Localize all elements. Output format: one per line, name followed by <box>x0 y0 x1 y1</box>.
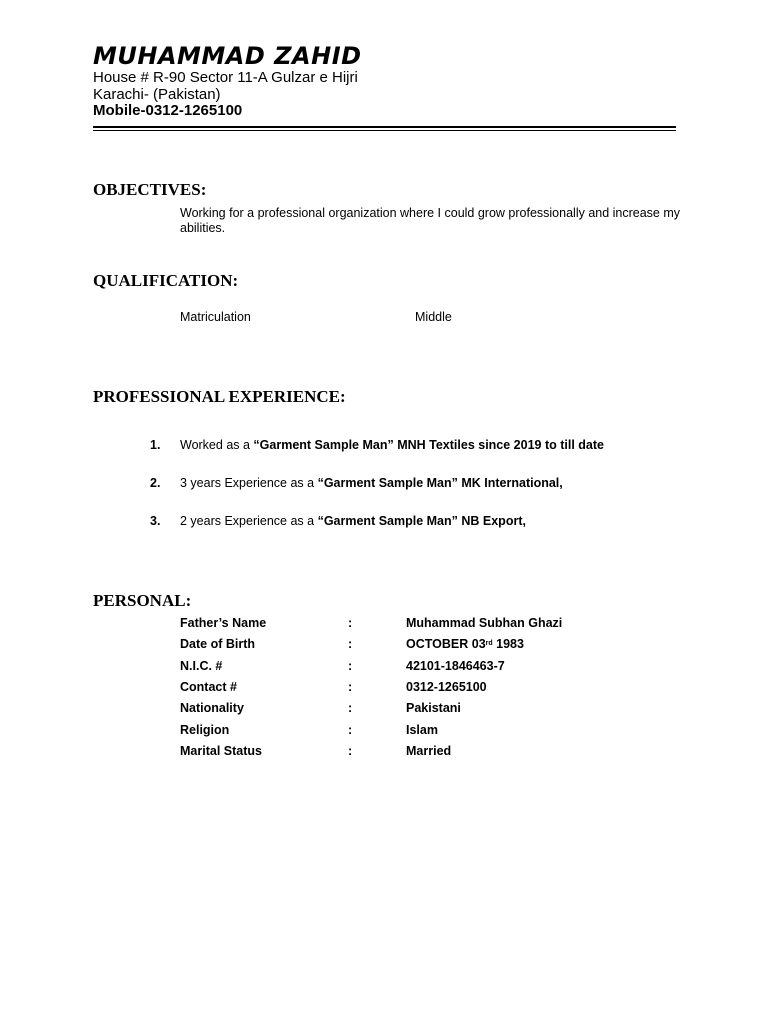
experience-role: “Garment Sample Man” MNH Textiles since 2019 to till date <box>253 438 604 452</box>
applicant-name: MUHAMMAD ZAHID <box>93 42 362 70</box>
personal-label: N.I.C. # <box>180 659 223 673</box>
experience-prefix: Worked as a <box>180 438 254 452</box>
address-line-1: House # R-90 Sector 11-A Gulzar e Hijri <box>93 69 358 86</box>
qualification-matriculation: Matriculation <box>180 310 251 324</box>
personal-value: Pakistani <box>406 701 461 715</box>
experience-number: 3. <box>150 514 161 528</box>
personal-label: Religion <box>180 723 230 737</box>
personal-colon: : <box>348 616 353 630</box>
dob-ordinal: rd <box>485 640 493 647</box>
personal-value-dob <box>406 637 524 652</box>
personal-colon: : <box>348 680 353 694</box>
personal-value: Muhammad Subhan Ghazi <box>406 616 563 630</box>
experience-prefix: 2 years Experience as a <box>180 514 318 528</box>
header-divider-thin <box>93 130 676 131</box>
dob-year: 1983 <box>492 637 524 651</box>
personal-colon: : <box>348 723 353 737</box>
experience-number: 2. <box>150 476 161 490</box>
personal-colon: : <box>348 744 353 758</box>
personal-label: Nationality <box>180 701 244 715</box>
personal-colon: : <box>348 701 353 715</box>
address-line-2: Karachi- (Pakistan) <box>93 86 221 103</box>
personal-label: Contact # <box>180 680 237 694</box>
personal-label: Father’s Name <box>180 616 267 630</box>
personal-label: Marital Status <box>180 744 262 758</box>
qualification-middle: Middle <box>415 310 452 324</box>
personal-colon: : <box>348 659 353 673</box>
experience-role: “Garment Sample Man” MK International, <box>317 476 563 490</box>
personal-heading: PERSONAL: <box>93 591 192 610</box>
header-divider-thick <box>93 126 676 128</box>
personal-value: 0312-1265100 <box>406 680 487 694</box>
mobile-number: Mobile-0312-1265100 <box>93 102 243 119</box>
experience-number: 1. <box>150 438 161 452</box>
objectives-heading: OBJECTIVES: <box>93 180 207 199</box>
personal-value: Islam <box>406 723 438 737</box>
personal-value: Married <box>406 744 452 758</box>
experience-item <box>150 514 526 529</box>
personal-label: Date of Birth <box>180 637 255 651</box>
personal-value: 42101-1846463-7 <box>406 659 505 673</box>
experience-prefix: 3 years Experience as a <box>180 476 318 490</box>
personal-colon: : <box>348 637 353 651</box>
experience-item <box>150 476 563 491</box>
dob-day: OCTOBER 03 <box>406 637 486 651</box>
qualification-heading: QUALIFICATION: <box>93 271 239 290</box>
experience-heading: PROFESSIONAL EXPERIENCE: <box>93 387 346 406</box>
experience-role: “Garment Sample Man” NB Export, <box>317 514 526 528</box>
experience-item <box>150 438 604 453</box>
objectives-text: Working for a professional organization where I could grow professionally and increase my abilities. <box>180 206 681 235</box>
